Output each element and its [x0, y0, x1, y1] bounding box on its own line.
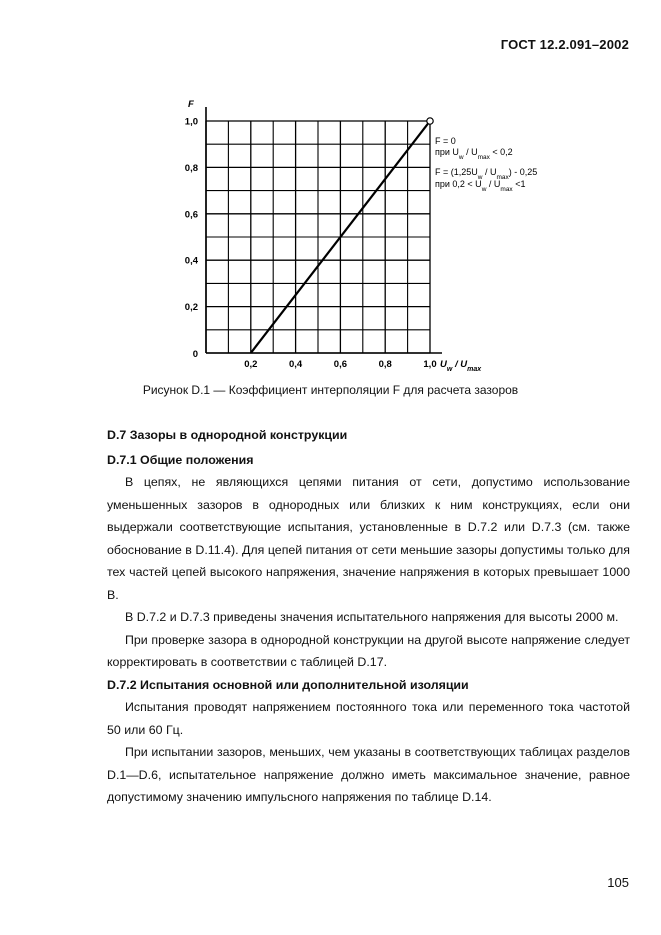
main-text [107, 424, 630, 809]
y-axis-label: F [188, 99, 194, 110]
x-tick-label-1: 0,4 [288, 359, 303, 370]
y-tick-label-1: 0,4 [184, 255, 198, 267]
y-tick-label-4: 1,0 [184, 116, 198, 128]
x-tick-label-3: 0,8 [378, 359, 392, 370]
paragraph-1: В цепях, не являющихся цепями питания от сети, допустимо использование уменьшенных зазоров в однородных или близких к ним конструкциях, если они выдержали соответствующие испытания, установленные в D.7.2 или D.7.3 (см. также обоснование в D.11.4). Для цепей питания от сети меньшие зазоры допустимы только для тех частей цепей высокого напряжения, значение напряжения в которых превышает 1000 В. [107, 475, 630, 602]
section-heading-d7: D.7 Зазоры в однородной конструкции [107, 428, 348, 442]
x-label-main: U [440, 359, 447, 370]
paragraph-2: В D.7.2 и D.7.3 приведены значения испытательного напряжения для высоты 2000 м. [125, 610, 619, 624]
annotation-line-1: F = 0 [435, 136, 456, 146]
paragraph-5: При испытании зазоров, меньших, чем указаны в соответствующих таблицах разделов D.1—D.6, испытательное напряжение должно иметь максимальное значение, равное допустимому значению импульсного напряжения по таблице D.14. [107, 745, 630, 804]
section-heading-d72: D.7.2 Испытания основной или дополнительной изоляции [107, 677, 469, 692]
origin-label: 0 [192, 349, 198, 360]
x-axis-label [440, 359, 482, 373]
annotation-line-3: $F = (1,25U_w / U_{max}) - 0,25$ [435, 167, 538, 181]
y-tick-label-2: 0,6 [184, 209, 198, 221]
y-tick-label-0: 0,2 [184, 302, 198, 314]
x-tick-label-2: 0,6 [333, 359, 348, 370]
chart-tick-labels [185, 117, 437, 371]
paragraph-3: При проверке зазора в однородной конструкции на другой высоте напряжение следует корректировать в соответствии с таблицей D.17. [107, 632, 630, 669]
page-number: 105 [607, 875, 629, 890]
formula-annotation [435, 136, 537, 193]
x-tick-label-4: 1,0 [423, 359, 437, 370]
document-header: ГОСТ 12.2.091–2002 [500, 37, 629, 52]
annotation-line-4: при $0,2 < U_w / U_{max} <1$ [435, 179, 526, 193]
paragraph-4: Испытания проводят напряжением постоянного тока или переменного тока частотой 50 или 60 Гц. [107, 700, 630, 737]
x-label-sub1: w [446, 365, 453, 373]
end-point-marker [427, 118, 433, 124]
x-tick-label-0: 0,2 [244, 359, 258, 370]
figure-caption: Рисунок D.1 — Коэффициент интерполяции F для расчета зазоров [142, 383, 519, 397]
interpolation-chart [150, 92, 570, 382]
chart-series [251, 118, 433, 353]
x-label-sep: / U [452, 359, 468, 370]
chart-grid [206, 121, 430, 353]
y-tick-label-3: 0,8 [184, 162, 198, 174]
x-label-sub2: max [467, 365, 482, 373]
annotation-line-2: при $U_w / U_{max} < 0,2$ [435, 147, 513, 161]
section-heading-d71: D.7.1 Общие положения [107, 452, 254, 467]
